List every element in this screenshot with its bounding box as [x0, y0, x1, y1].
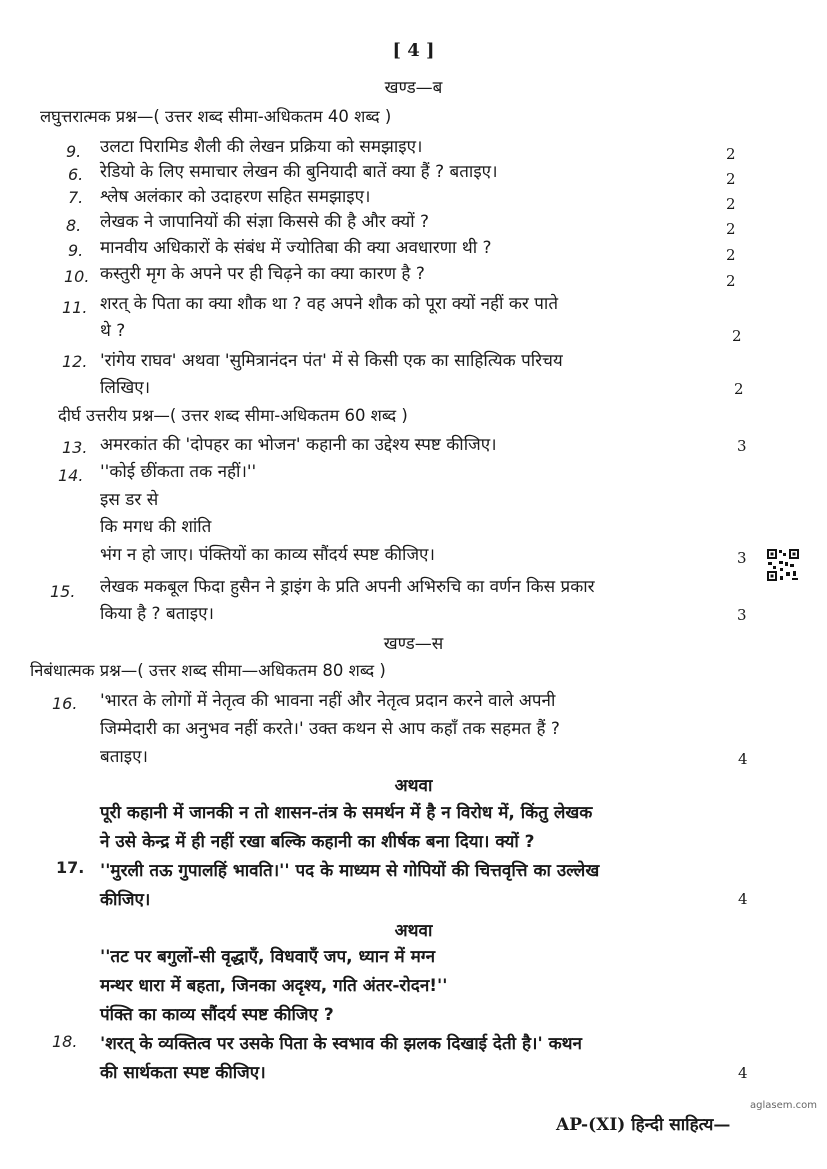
question-number: 14. — [58, 466, 84, 485]
question-text: अमरकांत की 'दोपहर का भोजन' कहानी का उद्देश्य स्पष्ट कीजिए। — [100, 435, 497, 455]
question-number: 7. — [68, 188, 84, 207]
question-text-line-2: इस डर से — [100, 490, 159, 510]
question-text: लेखक ने जापानियों की संज्ञा किससे की है और क्यों ? — [100, 212, 430, 232]
question-text-line-1: ''मुरली तऊ गुपालहिं भावति।'' पद के माध्यम से गोपियों की चित्तवृत्ति का उल्लेख — [100, 861, 600, 881]
question-text-line-1: 'शरत् के व्यक्तित्व पर उसके पिता के स्वभाव की झलक दिखाई देती है।' कथन — [100, 1034, 582, 1054]
marks: 3 — [737, 549, 747, 567]
question-number: 10. — [64, 267, 90, 286]
question-text-line-1: 'भारत के लोगों में नेतृत्व की भावना नहीं और नेतृत्व प्रदान करने वाले अपनी — [100, 691, 556, 711]
short-answer-heading: लघुत्तरात्मक प्रश्न—( उत्तर शब्द सीमा-अधिकतम 40 शब्द ) — [40, 107, 392, 126]
marks: 2 — [726, 272, 736, 290]
question-text-line-1: ''तट पर बगुलों-सी वृद्धाएँ, विधवाएँ जप, ध्यान में मग्न — [100, 947, 436, 967]
question-number: 18. — [52, 1032, 78, 1051]
qr-code-icon — [766, 548, 800, 582]
marks: 4 — [738, 750, 748, 768]
marks: 2 — [726, 195, 736, 213]
question-text: श्लेष अलंकार को उदाहरण सहित समझाइए। — [100, 187, 371, 207]
marks: 2 — [726, 170, 736, 188]
marks: 2 — [726, 145, 736, 163]
footer-paper-code: AP-(XI) हिन्दी साहित्य— — [556, 1115, 731, 1135]
question-text-line-3: बताइए। — [100, 747, 148, 767]
section-c-title: खण्ड—स — [383, 634, 444, 654]
question-text-line-1: 'रांगेय राघव' अथवा 'सुमित्रानंदन पंत' में से किसी एक का साहित्यिक परिचय — [100, 351, 563, 371]
or-separator: अथवा — [394, 776, 433, 796]
marks: 3 — [737, 606, 747, 624]
question-text-line-1: शरत् के पिता का क्या शौक था ? वह अपने शौक को पूरा क्यों नहीं कर पाते — [100, 294, 559, 314]
marks: 4 — [738, 890, 748, 908]
question-text-line-1: पूरी कहानी में जानकी न तो शासन-तंत्र के समर्थन में है न विरोध में, किंतु लेखक — [100, 803, 593, 823]
question-number: 15. — [50, 582, 76, 601]
question-text-line-2: लिखिए। — [100, 378, 151, 398]
question-number: 13. — [62, 438, 88, 457]
essay-heading: निबंधात्मक प्रश्न—( उत्तर शब्द सीमा—अधिकतम 80 शब्द ) — [30, 661, 386, 680]
question-number: 9. — [66, 142, 82, 161]
marks: 2 — [732, 327, 742, 345]
question-text-line-2: की सार्थकता स्पष्ट कीजिए। — [100, 1063, 266, 1083]
question-text-line-2: कीजिए। — [100, 890, 151, 910]
question-text-line-4: भंग न हो जाए। पंक्तियों का काव्य सौंदर्य स्पष्ट कीजिए। — [100, 545, 435, 565]
question-text: कस्तुरी मृग के अपने पर ही चिढ़ने का क्या कारण है ? — [100, 264, 425, 284]
question-number: 12. — [62, 352, 88, 371]
question-text-line-2: थे ? — [100, 321, 126, 341]
question-number: 17. — [56, 858, 85, 877]
marks: 2 — [726, 246, 736, 264]
question-text: उलटा पिरामिड शैली की लेखन प्रक्रिया को समझाइए। — [100, 137, 423, 157]
question-text: रेडियो के लिए समाचार लेखन की बुनियादी बातें क्या हैं ? बताइए। — [100, 162, 498, 182]
question-text-line-1: ''कोई छींकता तक नहीं।'' — [100, 462, 257, 482]
marks: 3 — [737, 437, 747, 455]
question-number: 11. — [62, 298, 88, 317]
long-answer-heading: दीर्घ उत्तरीय प्रश्न—( उत्तर शब्द सीमा-अधिकतम 60 शब्द ) — [58, 406, 408, 425]
watermark: aglasem.com — [750, 1100, 818, 1111]
question-text-line-2: जिम्मेदारी का अनुभव नहीं करते।' उक्त कथन से आप कहाँ तक सहमत हैं ? — [100, 719, 560, 739]
question-number: 16. — [52, 694, 78, 713]
marks: 2 — [734, 380, 744, 398]
question-text: मानवीय अधिकारों के संबंध में ज्योतिबा की क्या अवधारणा थी ? — [100, 238, 492, 258]
or-separator: अथवा — [394, 921, 433, 941]
question-number: 9. — [68, 241, 84, 260]
question-text-line-3: कि मगध की शांति — [100, 517, 212, 537]
question-text-line-2: मन्थर धारा में बहता, जिनका अदृश्य, गति अंतर-रोदन!'' — [100, 976, 448, 996]
question-text-line-2: किया है ? बताइए। — [100, 604, 214, 624]
section-b-title: खण्ड—ब — [384, 78, 443, 98]
question-number: 6. — [68, 165, 84, 184]
question-text-line-3: पंक्ति का काव्य सौंदर्य स्पष्ट कीजिए ? — [100, 1005, 334, 1025]
marks: 2 — [726, 220, 736, 238]
marks: 4 — [738, 1064, 748, 1082]
question-text-line-1: लेखक मकबूल फिदा हुसैन ने ड्राइंग के प्रति अपनी अभिरुचि का वर्णन किस प्रकार — [100, 577, 595, 597]
page-number: [ 4 ] — [392, 40, 435, 61]
question-number: 8. — [66, 216, 82, 235]
question-text-line-2: ने उसे केन्द्र में ही नहीं रखा बल्कि कहानी का शीर्षक बना दिया। क्यों ? — [100, 832, 535, 852]
